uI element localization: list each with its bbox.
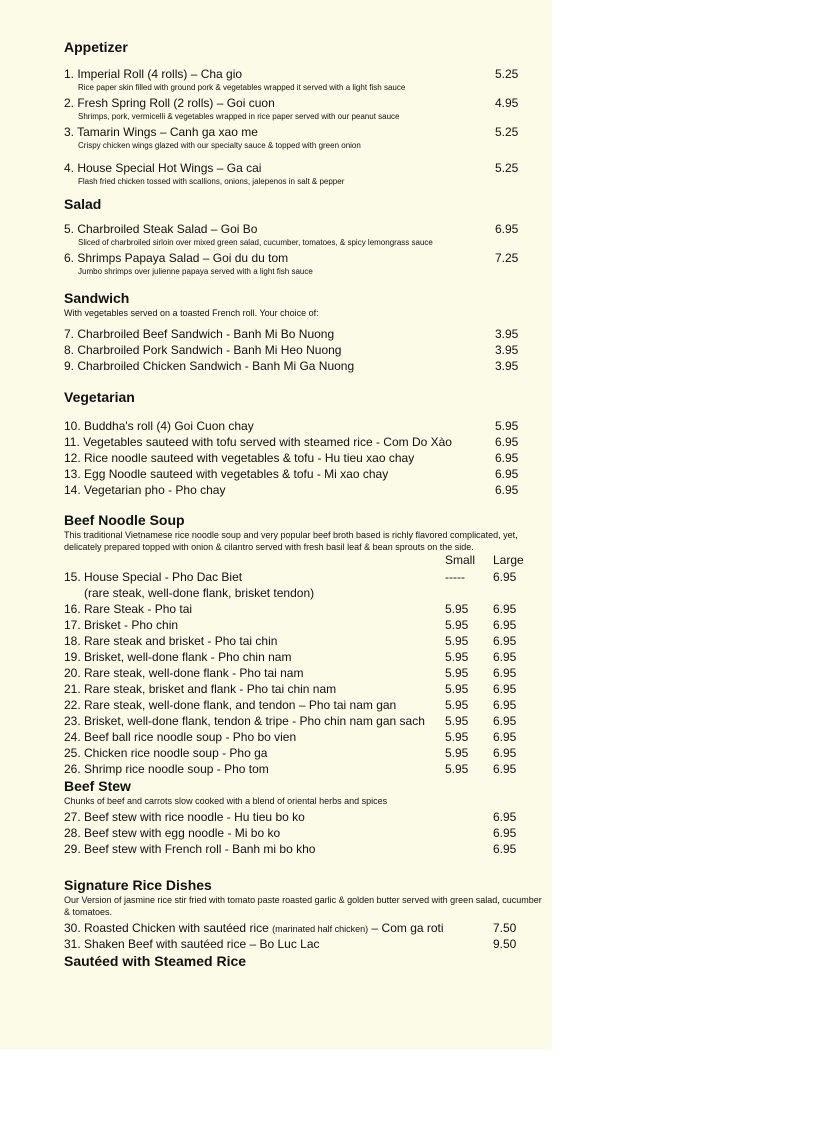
menu-item — [64, 713, 544, 729]
item-price-large: 6.95 — [493, 714, 517, 728]
item-name: 31. Shaken Beef with sautéed rice – Bo Luc Lac — [64, 937, 320, 951]
item-subtext: (rare steak, well-done flank, brisket tendon) — [84, 586, 315, 600]
item-price: 5.25 — [495, 125, 519, 139]
appetizer-heading: Appetizer — [64, 39, 128, 55]
item-price: 5.25 — [495, 161, 519, 175]
item-name: 15. House Special - Pho Dac Biet — [64, 570, 243, 584]
item-name: 24. Beef ball rice noodle soup - Pho bo vien — [64, 730, 297, 744]
item-name: 19. Brisket, well-done flank - Pho chin nam — [64, 650, 292, 664]
item-name: 1. Imperial Roll (4 rolls) – Cha gio — [64, 67, 243, 81]
item-name: 12. Rice noodle sauteed with vegetables & tofu - Hu tieu xao chay — [64, 451, 415, 465]
menu-item — [64, 936, 544, 952]
salad-heading: Salad — [64, 196, 102, 212]
item-description: Crispy chicken wings glazed with our specialty sauce & topped with green onion — [78, 141, 361, 150]
item-price-large: 6.95 — [493, 682, 517, 696]
sandwich-heading: Sandwich — [64, 290, 130, 306]
item-name: 17. Brisket - Pho chin — [64, 618, 179, 632]
menu-item — [64, 809, 544, 825]
item-name: 14. Vegetarian pho - Pho chay — [64, 483, 226, 497]
menu-item — [64, 450, 544, 466]
item-name: 2. Fresh Spring Roll (2 rolls) – Goi cuon — [64, 96, 275, 110]
item-price: 3.95 — [495, 327, 519, 341]
item-price: 5.95 — [495, 419, 519, 433]
sauteed-steamed-rice-heading: Sautéed with Steamed Rice — [64, 953, 247, 969]
menu-item — [64, 761, 544, 777]
menu-item — [64, 649, 544, 665]
item-price-small: 5.95 — [445, 762, 469, 776]
item-price: 4.95 — [495, 96, 519, 110]
item-price-small: 5.95 — [445, 634, 469, 648]
item-name: 23. Brisket, well-done flank, tendon & tripe - Pho chin nam gan sach — [64, 714, 425, 728]
menu-item — [64, 250, 544, 277]
menu-item — [64, 841, 544, 857]
large-column-label: Large — [493, 553, 524, 567]
item-price: 6.95 — [495, 222, 519, 236]
small-column-label: Small — [445, 553, 476, 567]
item-price: 6.95 — [495, 451, 519, 465]
menu-item — [64, 326, 544, 342]
menu-item — [64, 745, 544, 761]
item-price: 3.95 — [495, 359, 519, 373]
menu-item — [64, 729, 544, 745]
signature-rice-description: Our Version of jasmine rice stir fried with tomato paste roasted garlic & golden butter served with green salad, cucumber & tomatoes. — [64, 895, 542, 917]
item-price-small: 5.95 — [445, 746, 469, 760]
item-price-small: 5.95 — [445, 698, 469, 712]
item-name: 25. Chicken rice noodle soup - Pho ga — [64, 746, 268, 760]
item-price-large: 6.95 — [493, 650, 517, 664]
item-name: 22. Rare steak, well-done flank, and tendon – Pho tai nam gan — [64, 698, 397, 712]
item-description: Sliced of charbroiled sirloin over mixed green salad, cucumber, tomatoes, & spicy lemongrass sauce — [78, 238, 433, 247]
menu-item — [64, 418, 544, 434]
item-price: 7.25 — [495, 251, 519, 265]
menu-item — [64, 160, 544, 187]
beef-stew-heading: Beef Stew — [64, 778, 131, 794]
item-name: 6. Shrimps Papaya Salad – Goi du du tom — [64, 251, 289, 265]
item-price: 6.95 — [493, 826, 517, 840]
item-price-large: 6.95 — [493, 666, 517, 680]
item-name-text: 30. Roasted Chicken with sautéed rice — [64, 921, 269, 935]
item-description: Jumbo shrimps over julienne papaya served with a light fish sauce — [78, 267, 313, 276]
item-name: 3. Tamarin Wings – Canh ga xao me — [64, 125, 258, 139]
menu-item — [64, 358, 544, 374]
signature-rice-heading: Signature Rice Dishes — [64, 877, 212, 893]
item-price-small: 5.95 — [445, 618, 469, 632]
item-name: 11. Vegetables sauteed with tofu served with steamed rice - Com Do Xào — [64, 435, 452, 449]
menu-item — [64, 221, 544, 248]
item-name: 7. Charbroiled Beef Sandwich - Banh Mi Bo Nuong — [64, 327, 335, 341]
item-price: 6.95 — [495, 483, 519, 497]
item-name: 8. Charbroiled Pork Sandwich - Banh Mi Heo Nuong — [64, 343, 342, 357]
item-name: 13. Egg Noodle sauteed with vegetables & tofu - Mi xao chay — [64, 467, 389, 481]
item-name-suffix: – Com ga roti — [371, 921, 444, 935]
item-price: 6.95 — [493, 842, 517, 856]
beef-noodle-soup-heading: Beef Noodle Soup — [64, 512, 185, 528]
item-price: 3.95 — [495, 343, 519, 357]
item-name: 16. Rare Steak - Pho tai — [64, 602, 193, 616]
item-name: 27. Beef stew with rice noodle - Hu tieu bo ko — [64, 810, 305, 824]
sandwich-description: With vegetables served on a toasted French roll. Your choice of: — [64, 308, 319, 318]
menu-item — [64, 633, 544, 649]
item-price-small: 5.95 — [445, 714, 469, 728]
item-price: 6.95 — [493, 810, 517, 824]
item-price-large: 6.95 — [493, 746, 517, 760]
menu-item — [64, 617, 544, 633]
size-column-header — [64, 553, 544, 569]
item-name: 4. House Special Hot Wings – Ga cai — [64, 161, 262, 175]
item-name: 18. Rare steak and brisket - Pho tai chin — [64, 634, 278, 648]
item-price: 7.50 — [493, 921, 517, 935]
item-price-large: 6.95 — [493, 762, 517, 776]
item-note: (marinated half chicken) — [272, 924, 369, 934]
menu-item — [64, 482, 544, 498]
beef-stew-description: Chunks of beef and carrots slow cooked with a blend of oriental herbs and spices — [64, 796, 388, 806]
item-price-large: 6.95 — [493, 634, 517, 648]
item-name: 21. Rare steak, brisket and flank - Pho tai chin nam — [64, 682, 337, 696]
item-name — [64, 920, 444, 937]
item-name: 26. Shrimp rice noodle soup - Pho tom — [64, 762, 269, 776]
item-price-small: 5.95 — [445, 666, 469, 680]
item-name: 29. Beef stew with French roll - Banh mi bo kho — [64, 842, 316, 856]
item-price-small: 5.95 — [445, 650, 469, 664]
item-description: Rice paper skin filled with ground pork & vegetables wrapped it served with a light fish sauce — [78, 83, 406, 92]
item-price-large: 6.95 — [493, 570, 517, 584]
item-name: 9. Charbroiled Chicken Sandwich - Banh Mi Ga Nuong — [64, 359, 355, 373]
menu-item — [64, 681, 544, 697]
menu-item — [64, 569, 544, 601]
item-price: 5.25 — [495, 67, 519, 81]
menu-item — [64, 95, 544, 122]
menu-item — [64, 697, 544, 713]
item-name: 5. Charbroiled Steak Salad – Goi Bo — [64, 222, 258, 236]
menu-item — [64, 665, 544, 681]
menu-item — [64, 466, 544, 482]
item-price-small: 5.95 — [445, 602, 469, 616]
item-price: 9.50 — [493, 937, 517, 951]
item-name: 20. Rare steak, well-done flank - Pho tai nam — [64, 666, 304, 680]
menu-item — [64, 601, 544, 617]
item-price-large: 6.95 — [493, 618, 517, 632]
menu-item — [64, 434, 544, 450]
item-price-large: 6.95 — [493, 730, 517, 744]
item-price-large: 6.95 — [493, 698, 517, 712]
item-price-small: ----- — [445, 570, 465, 584]
menu-item — [64, 342, 544, 358]
menu-item — [64, 920, 544, 936]
item-price-large: 6.95 — [493, 602, 517, 616]
menu-item — [64, 124, 544, 151]
menu-item — [64, 66, 544, 93]
beef-noodle-soup-description: This traditional Vietnamese rice noodle soup and very popular beef broth based is richly flavored complicated, yet, delicately prepared topped with onion & cilantro served with fresh basil leaf & bean sprouts on the side. — [64, 530, 518, 552]
item-name: 28. Beef stew with egg noodle - Mi bo ko — [64, 826, 281, 840]
menu-content — [64, 38, 544, 970]
item-description: Flash fried chicken tossed with scallions, onions, jalepenos in salt & pepper — [78, 177, 345, 186]
item-name: 10. Buddha's roll (4) Goi Cuon chay — [64, 419, 254, 433]
item-price: 6.95 — [495, 435, 519, 449]
item-price: 6.95 — [495, 467, 519, 481]
vegetarian-heading: Vegetarian — [64, 389, 135, 405]
item-price-small: 5.95 — [445, 682, 469, 696]
item-description: Shrimps, pork, vermicelli & vegetables wrapped in rice paper served with our peanut sauce — [78, 112, 400, 121]
menu-item — [64, 825, 544, 841]
item-price-small: 5.95 — [445, 730, 469, 744]
